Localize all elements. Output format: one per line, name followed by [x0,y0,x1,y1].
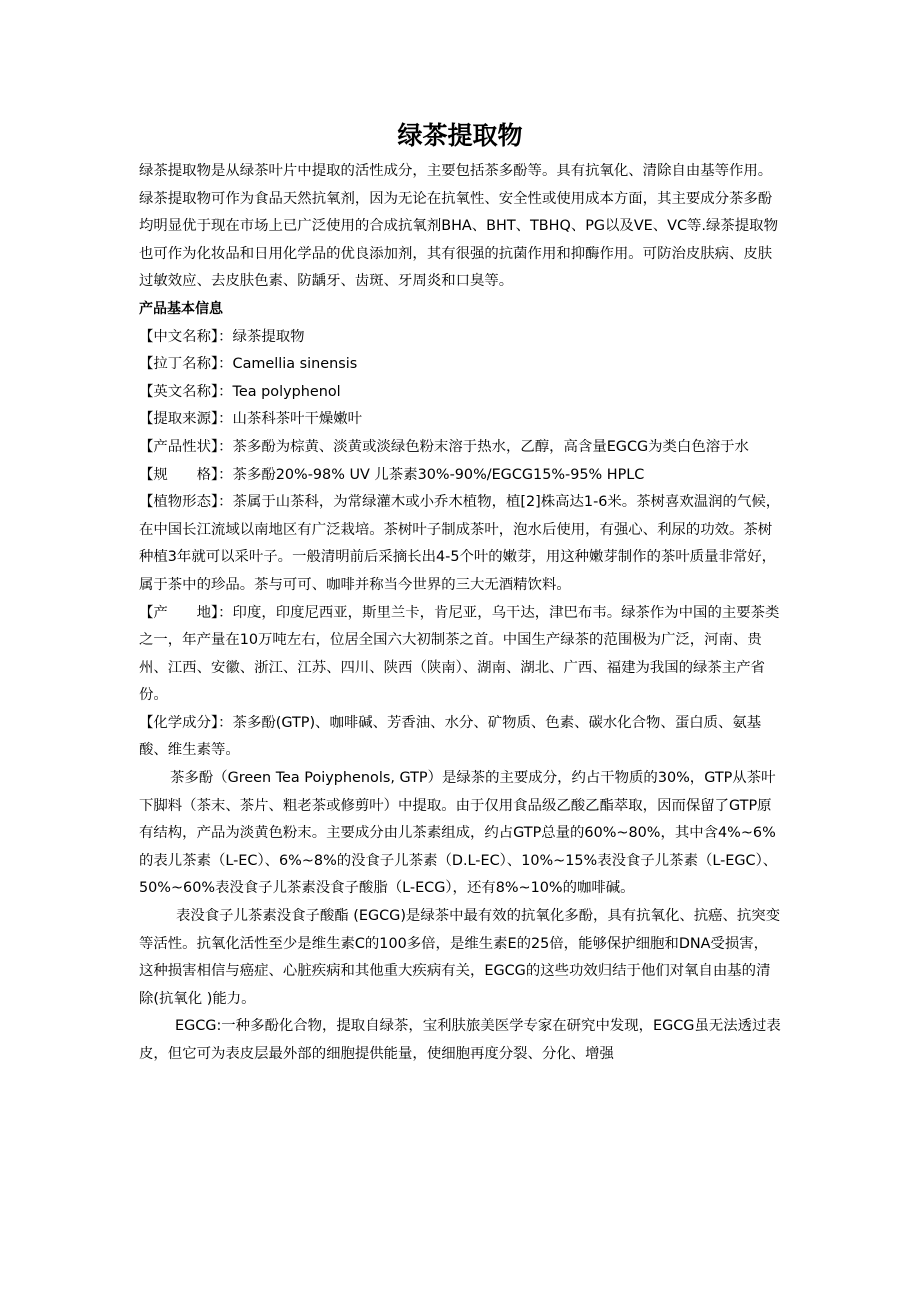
info-label: 【规 格】 [139,466,219,483]
document-page [139,118,781,1069]
section-heading: 产品基本信息 [139,300,223,317]
info-value: ：山茶科茶叶干燥嫩叶 [218,411,363,428]
info-specification [139,462,781,490]
info-chinese-name [139,324,781,352]
info-plant-morphology [139,489,781,599]
info-value: ：印度，印度尼西亚，斯里兰卡，肯尼亚，乌干达，津巴布韦。绿茶作为中国的主要茶类之一，年产量在10万吨左右，位居全国六大初制茶之首。中国生产绿茶的范围极为广泛，河南、贵州、江西、安徽、浙江、江苏、四川、陕西（陕南）、湖南、湖北、广西、福建为我国的绿茶主产省份。 [139,604,780,704]
info-label: 【中文名称】 [139,328,219,345]
egcg-paragraph: 表没食子儿茶素没食子酸酯 (EGCG)是绿茶中最有效的抗氧化多酚，具有抗氧化、抗癌、抗突变等活性。抗氧化活性至少是维生素C的100多倍，是维生素E的25倍，能够保护细胞和DNA受损害，这种损害相信与癌症、心脏疾病和其他重大疾病有关，EGCG的这些功效归结于他们对氧自由基的清除(抗氧化 )能力。 [139,908,781,1007]
info-value: ：茶多酚为棕黄、淡黄或淡绿色粉末溶于热水，乙醇，高含量EGCG为类白色溶于水 [218,438,749,455]
info-label: 【拉丁名称】 [139,356,219,373]
info-value: ：茶属于山茶科，为常绿灌木或小乔木植物，植[2]株高达1-6米。茶树喜欢温润的气候，在中国长江流域以南地区有广泛栽培。茶树叶子制成茶叶，泡水后使用，有强心、利尿的功效。茶树种植3年就可以采叶子。一般清明前后采摘长出4-5个叶的嫩芽，用这种嫩芽制作的茶叶质量非常好，属于茶中的珍品。茶与可可、咖啡并称当今世界的三大无酒精饮料。 [139,494,781,593]
info-label: 【提取来源】 [139,411,219,428]
info-value: ：茶多酚(GTP)、咖啡碱、芳香油、水分、矿物质、色素、碳水化合物、蛋白质、氨基酸、维生素等。 [139,714,762,759]
info-label: 【产品性状】 [139,438,219,455]
info-value: ：茶多酚20%-98% UV 儿茶素30%-90%/EGCG15%-95% HPLC [218,466,645,483]
info-source [139,406,781,434]
info-appearance [139,434,781,462]
info-latin-name [139,351,781,379]
info-label: 【植物形态】 [139,494,219,511]
gtp-paragraph: 茶多酚（Green Tea Poiyphenols, GTP）是绿茶的主要成分，约占干物质的30%，GTP从茶叶下脚料（茶末、茶片、粗老茶或修剪叶）中提取。由于仅用食品级乙酸乙酯萃取，因而保留了GTP原有结构，产品为淡黄色粉末。主要成分由儿茶素组成，约占GTP总量的60%~80%，其中含4%~6%的表儿茶素（L-EC）、6%~8%的没食子儿茶素（D.L-EC）、10%~15%表没食子儿茶素（L-EGC）、50%~60%表没食子儿茶素没食子酸脂（L-ECG），还有8%~10%的咖啡碱。 [139,770,778,897]
info-label: 【产 地】 [139,604,219,621]
info-english-name [139,379,781,407]
info-origin [139,600,781,710]
info-value: ：Camellia sinensis [218,356,358,373]
info-chemical-composition [139,710,781,765]
info-value: ：Tea polyphenol [218,383,341,400]
intro-paragraph: 绿茶提取物是从绿茶叶片中提取的活性成分，主要包括茶多酚等。具有抗氧化、清除自由基等作用。绿茶提取物可作为食品天然抗氧剂，因为无论在抗氧性、安全性或使用成本方面，其主要成分茶多酚均明显优于现在市场上已广泛使用的合成抗氧剂BHA、BHT、TBHQ、PG以及VE、VC等.绿茶提取物也可作为化妆品和日用化学品的优良添加剂，其有很强的抗菌作用和抑酶作用。可防治皮肤病、皮肤过敏效应、去皮肤色素、防龋牙、齿斑、牙周炎和口臭等。 [139,163,778,290]
document-title: 绿茶提取物 [397,121,523,150]
info-label: 【英文名称】 [139,383,219,400]
info-value: ：绿茶提取物 [218,328,305,345]
info-label: 【化学成分】 [139,714,219,731]
egcg-skin-paragraph: EGCG:一种多酚化合物，提取自绿茶，宝利肤旅美医学专家在研究中发现，EGCG虽无法透过表皮，但它可为表皮层最外部的细胞提供能量，使细胞再度分裂、分化、增强 [139,1018,781,1062]
